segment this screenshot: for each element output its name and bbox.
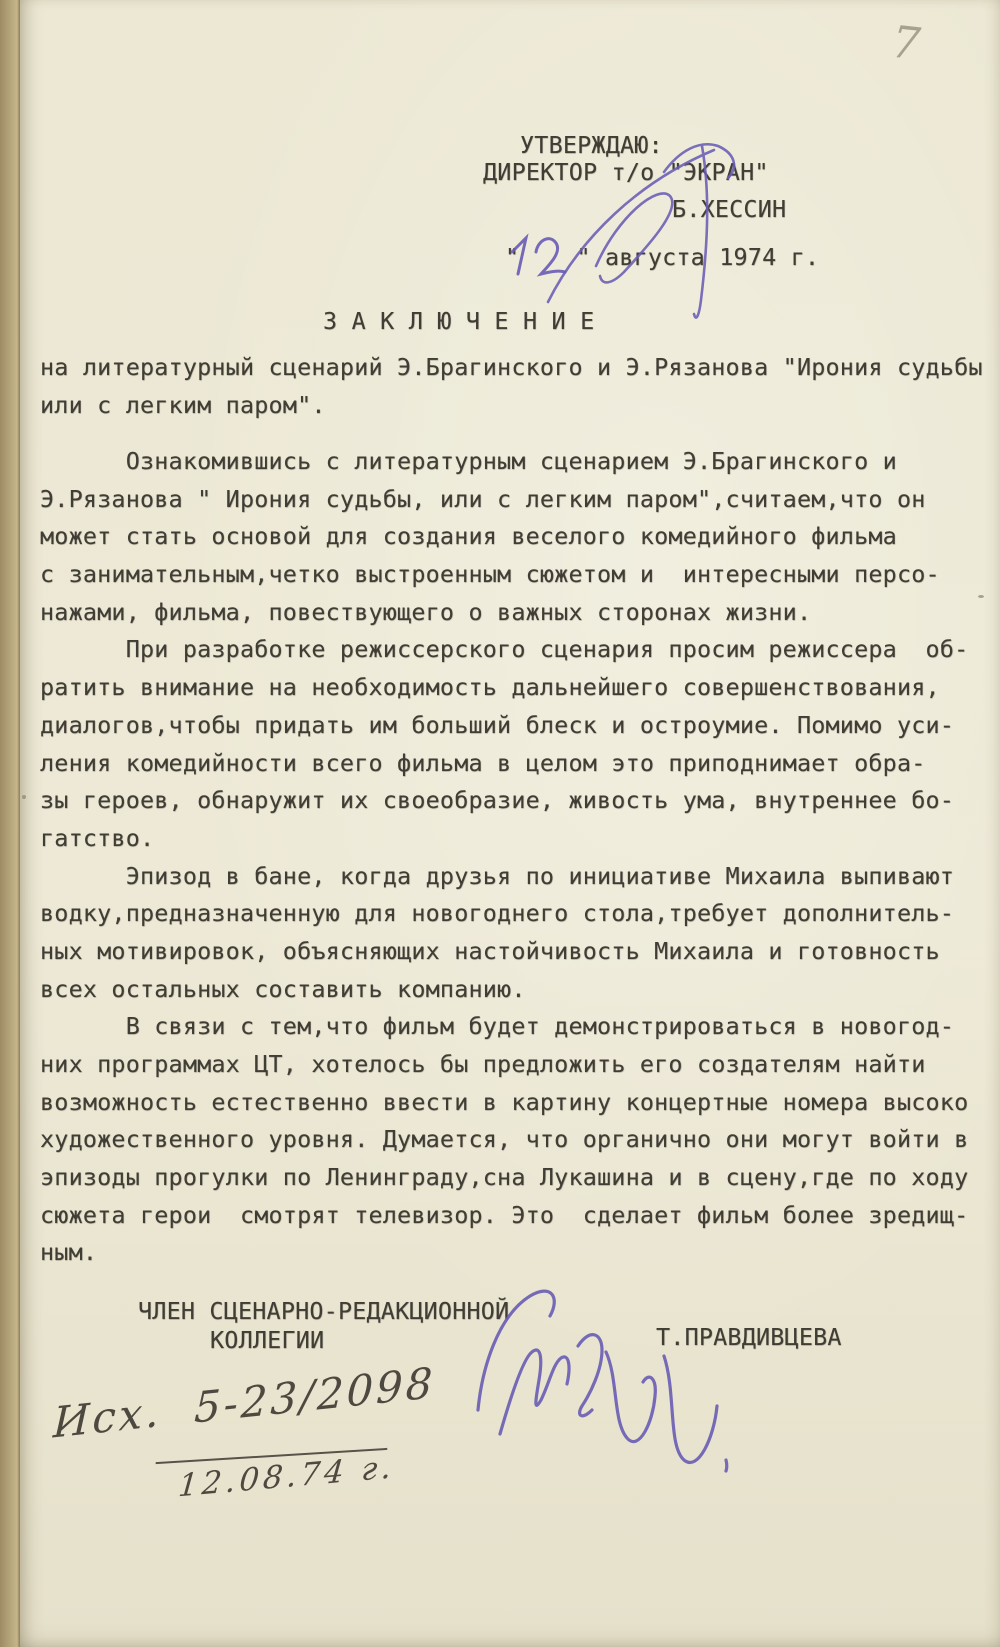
- text-line: с занимательным,четко выстроенным сюжетом и интересными персо-: [40, 560, 940, 589]
- text-line: Эпизод в бане, когда друзья по инициативе Михаила выпивают: [40, 861, 955, 890]
- text-line: эпизоды прогулки по Ленинграду,сна Лукашина и в сцену,где по ходу: [40, 1163, 969, 1192]
- signer-name: Т.ПРАВДИВЦЕВА: [656, 1323, 842, 1351]
- text-line: При разработке режиссерского сценария просим режиссера об-: [40, 635, 969, 664]
- approval-label: УТВЕРЖДАЮ:: [520, 131, 663, 159]
- approval-director-name: Б.ХЕССИН: [672, 195, 787, 223]
- signer-role-line2: КОЛЛЕГИИ: [210, 1326, 325, 1354]
- paper-sheet: [20, 0, 1000, 1647]
- text-line: ления комедийности всего фильма в целом это приподнимает обра-: [40, 748, 926, 777]
- handwritten-date: 12.08.74 г.: [176, 1449, 397, 1505]
- text-line: гатство.: [40, 823, 155, 852]
- scan-speck: [22, 795, 26, 799]
- text-line: ратить внимание на необходимость дальнейшего совершенствования,: [40, 673, 940, 702]
- document-body: [40, 443, 968, 1272]
- text-line: сюжета герои смотрят телевизор. Это сделает фильм более зредищ-: [40, 1200, 969, 1229]
- text-line: В связи с тем,что фильм будет демонстрироваться в новогод-: [40, 1012, 955, 1041]
- document-subject: [40, 349, 983, 424]
- text-line: художественного уровня. Думается, что органично они могут войти в: [40, 1125, 969, 1154]
- text-line: нажами, фильма, повествующего о важных сторонах жизни.: [40, 597, 812, 626]
- approval-director-line: ДИРЕКТОР т/о "ЭКРАН": [483, 158, 769, 186]
- text-line: Э.Рязанова " Ирония судьбы, или с легким паром",считаем,что он: [40, 484, 926, 513]
- text-line: возможность естественно ввести в картину концертные номера высоко: [40, 1087, 969, 1116]
- document-title: З А К Л Ю Ч Е Н И Е: [323, 307, 595, 335]
- text-line: диалогов,чтобы придать им больший блеск и остроумие. Помимо уси-: [40, 710, 955, 739]
- text-line: Ознакомившись с литературным сценарием Э.Брагинского и: [40, 447, 897, 475]
- text-line: водку,предназначенную для новогоднего стола,требует дополнитель-: [40, 899, 955, 928]
- text-line: на литературный сценарий Э.Брагинского и Э.Рязанова "Ирония судьбы: [40, 353, 983, 381]
- text-line: или с легким паром".: [40, 390, 326, 419]
- scan-edge-strip: [0, 0, 20, 1647]
- text-line: ным.: [40, 1238, 98, 1267]
- text-line: зы героев, обнаружит их своеобразие, живость ума, внутреннее бо-: [40, 786, 955, 815]
- text-line: ных мотивировок, объясняющих настойчивость Михаила и готовность: [40, 936, 940, 965]
- text-line: всех остальных составить компанию.: [40, 974, 526, 1003]
- scan-speck: [978, 595, 984, 598]
- text-line: них программах ЦТ, хотелось бы предложить его создателям найти: [40, 1050, 926, 1078]
- page-number-pencil: 7: [889, 16, 923, 71]
- signer-role-line1: ЧЛЕН СЦЕНАРНО-РЕДАКЦИОННОЙ: [138, 1297, 510, 1325]
- signer-signature-ink: [478, 1291, 727, 1471]
- text-line: может стать основой для создания веселого комедийного фильма: [40, 522, 897, 551]
- outgoing-number-handwritten: Исх. 5-23/2098: [52, 1357, 437, 1448]
- approval-date-line: " " августа 1974 г.: [505, 243, 820, 271]
